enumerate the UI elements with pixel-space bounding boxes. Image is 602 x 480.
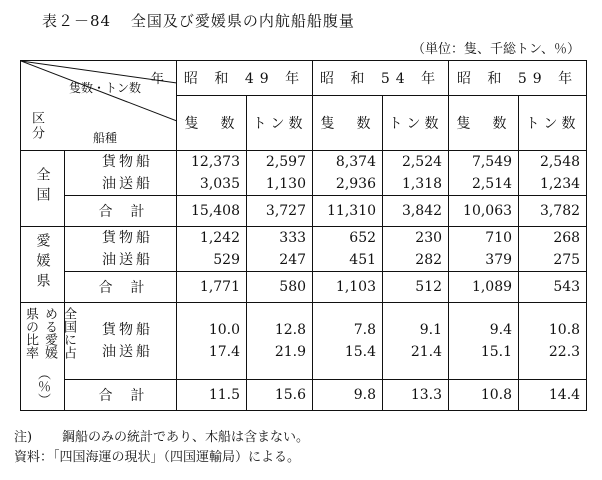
value-cell: 1,242 529 xyxy=(177,227,247,272)
group-label-ratio: 全国に占める愛媛県の比率（％） xyxy=(21,303,65,411)
note-label: 注) xyxy=(14,430,33,445)
total-value: 9.8 xyxy=(313,380,383,411)
value-cell: 710 379 xyxy=(449,227,519,272)
source-text: 「四国海運の現状」（四国運輸局）による。 xyxy=(53,450,301,465)
group-label-ehime: 愛媛県 xyxy=(21,227,65,303)
value-cell: 333 247 xyxy=(247,227,313,272)
corner-shiptype-label: 船種 xyxy=(93,131,118,145)
total-value: 1,103 xyxy=(313,272,383,303)
col-tons-header: トン数 xyxy=(383,96,449,151)
col-tons-header: トン数 xyxy=(519,96,587,151)
total-value: 543 xyxy=(519,272,587,303)
total-label: 合計 xyxy=(65,196,177,227)
total-label: 合計 xyxy=(65,272,177,303)
col-count-header: 隻 数 xyxy=(177,96,247,151)
total-row xyxy=(21,272,587,303)
total-value: 1,089 xyxy=(449,272,519,303)
total-value: 14.4 xyxy=(519,380,587,411)
total-row xyxy=(21,380,587,411)
group-label-national: 全国 xyxy=(21,151,65,227)
col-tons-header: トン数 xyxy=(247,96,313,151)
year-header-59: 昭 和 59 年 xyxy=(449,61,587,96)
value-cell: 10.8 22.3 xyxy=(519,303,587,380)
table-number: 表２－84 xyxy=(42,12,112,30)
total-label: 合計 xyxy=(65,380,177,411)
total-value: 10.8 xyxy=(449,380,519,411)
header-corner xyxy=(21,61,177,151)
value-cell: 268 275 xyxy=(519,227,587,272)
value-cell: 2,597 1,130 xyxy=(247,151,313,196)
total-value: 512 xyxy=(383,272,449,303)
total-value: 1,771 xyxy=(177,272,247,303)
year-header-54: 昭 和 54 年 xyxy=(313,61,449,96)
total-value: 10,063 xyxy=(449,196,519,227)
value-cell: 7.8 15.4 xyxy=(313,303,383,380)
total-row xyxy=(21,196,587,227)
table-title-text: 全国及び愛媛県の内航船船腹量 xyxy=(130,12,355,30)
unit-note: （単位：隻、千総トン、％） xyxy=(412,42,580,57)
corner-count-label: 隻数・トン数 xyxy=(69,81,142,95)
total-value: 3,782 xyxy=(519,196,587,227)
value-cell: 8,374 2,936 xyxy=(313,151,383,196)
corner-year-label: 年 xyxy=(150,72,164,87)
value-cell: 230 282 xyxy=(383,227,449,272)
value-cell: 9.1 21.4 xyxy=(383,303,449,380)
source-line xyxy=(14,448,309,468)
corner-category-label: 区分 xyxy=(29,111,44,141)
source-label: 資料： xyxy=(14,450,54,465)
year-header-49: 昭 和 49 年 xyxy=(177,61,313,96)
table-row xyxy=(21,303,587,380)
value-cell: 2,524 1,318 xyxy=(383,151,449,196)
value-cell: 7,549 2,514 xyxy=(449,151,519,196)
total-value: 3,727 xyxy=(247,196,313,227)
col-count-header: 隻 数 xyxy=(313,96,383,151)
total-value: 13.3 xyxy=(383,380,449,411)
shiptype-cell: 貨物船 油送船 xyxy=(65,151,177,196)
table-row xyxy=(21,227,587,272)
ship-tonnage-table xyxy=(20,60,587,411)
total-value: 580 xyxy=(247,272,313,303)
note-text: 鋼船のみの統計であり、木船は含まない。 xyxy=(62,430,310,445)
value-cell: 652 451 xyxy=(313,227,383,272)
shiptype-cell: 貨物船 油送船 xyxy=(65,227,177,272)
value-cell: 10.0 17.4 xyxy=(177,303,247,380)
value-cell: 12.8 21.9 xyxy=(247,303,313,380)
total-value: 11.5 xyxy=(177,380,247,411)
col-count-header: 隻 数 xyxy=(449,96,519,151)
value-cell: 9.4 15.1 xyxy=(449,303,519,380)
total-value: 11,310 xyxy=(313,196,383,227)
total-value: 15,408 xyxy=(177,196,247,227)
shiptype-cell: 貨物船 油送船 xyxy=(65,303,177,380)
value-cell: 2,548 1,234 xyxy=(519,151,587,196)
note-line xyxy=(14,428,309,448)
value-cell: 12,373 3,035 xyxy=(177,151,247,196)
total-value: 3,842 xyxy=(383,196,449,227)
table-notes xyxy=(14,428,309,468)
total-value: 15.6 xyxy=(247,380,313,411)
table-title xyxy=(36,10,355,31)
table-row xyxy=(21,151,587,196)
